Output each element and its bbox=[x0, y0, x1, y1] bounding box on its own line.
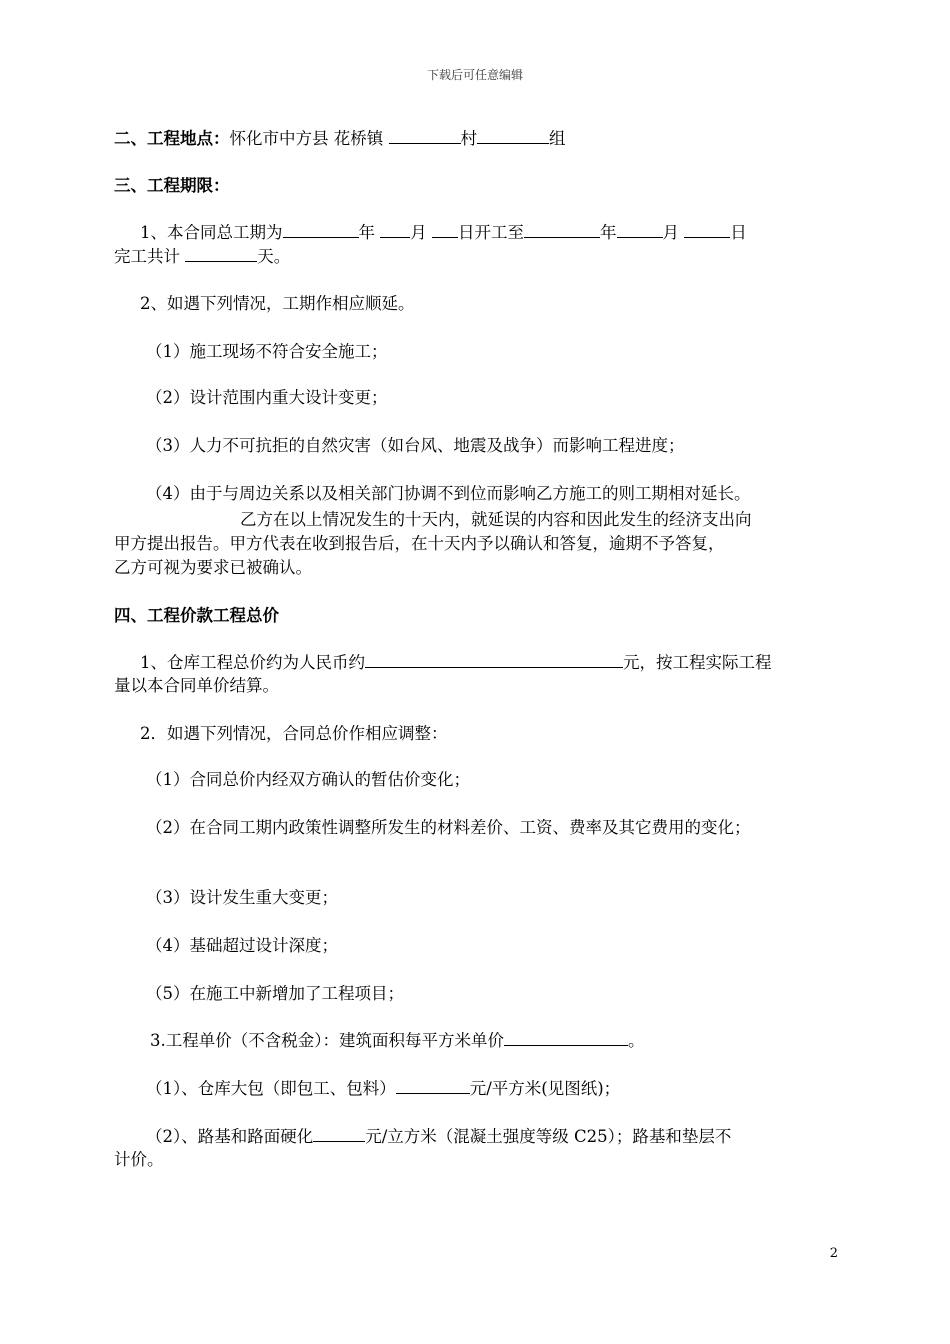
period-item-4: （4）由于与周边关系以及相关部门协调不到位而影响乙方施工的则工期相对延长。 bbox=[146, 484, 751, 503]
price-line-2: 量以本合同单价结算。 bbox=[114, 676, 279, 695]
blank-total-price bbox=[365, 650, 623, 668]
period-item-4-line-2: 乙方在以上情况发生的十天内，就延误的内容和因此发生的经济支出向 bbox=[240, 510, 752, 529]
period-item-4-line-4: 乙方可视为要求已被确认。 bbox=[114, 558, 312, 577]
blank-start-year bbox=[283, 220, 359, 238]
site-location-label: 二、工程地点： bbox=[114, 129, 230, 148]
period-item-2: （2）设计范围内重大设计变更； bbox=[146, 388, 388, 407]
price-para-2: 2．如遇下列情况，合同总价作相应调整： bbox=[140, 724, 448, 743]
unit-price-item-2: （2）、路基和路面硬化 元/立方米（混凝土强度等级 C25）；路基和垫层不 bbox=[114, 1124, 868, 1149]
price-item-5: （5）在施工中新增加了工程项目； bbox=[146, 984, 404, 1003]
blank-unit-price bbox=[504, 1028, 628, 1046]
price-item-4: （4）基础超过设计深度； bbox=[146, 936, 338, 955]
blank-warehouse-price bbox=[396, 1076, 470, 1094]
unit-price-item-2-line-2: 计价。 bbox=[114, 1150, 164, 1169]
page-number: 2 bbox=[829, 1246, 838, 1261]
price-line-1: 1、仓库工程总价约为人民币约 元，按工程实际工程 bbox=[114, 650, 862, 675]
price-item-2: （2）在合同工期内政策性调整所发生的材料差价、工资、费率及其它费用的变化； bbox=[146, 818, 751, 837]
period-item-3: （3）人力不可抗拒的自然灾害（如台风、地震及战争）而影响工程进度； bbox=[146, 436, 685, 455]
blank-end-year bbox=[524, 220, 600, 238]
unit-price-item-1: （1）、仓库大包（即包工、包料） 元/平方米(见图纸)； bbox=[114, 1076, 868, 1101]
unit-price-line: 3.工程单价（不含税金）：建筑面积每平方米单价 。 bbox=[114, 1028, 872, 1053]
blank-group bbox=[477, 126, 549, 144]
blank-start-month bbox=[380, 220, 410, 238]
price-item-1: （1）合同总价内经双方确认的暂估价变化； bbox=[146, 770, 470, 789]
blank-end-day bbox=[684, 220, 730, 238]
period-item-4-line-3: 甲方提出报告。甲方代表在收到报告后，在十天内予以确认和答复，逾期不予答复， bbox=[114, 534, 725, 553]
section-3-title: 三、工程期限： bbox=[114, 176, 230, 195]
blank-road-price bbox=[313, 1124, 365, 1142]
period-para-2: 2、如遇下列情况，工期作相应顺延。 bbox=[140, 294, 415, 313]
blank-end-month bbox=[617, 220, 663, 238]
blank-total-days bbox=[185, 244, 257, 262]
blank-start-day bbox=[432, 220, 458, 238]
period-item-1: （1）施工现场不符合安全施工； bbox=[146, 342, 388, 361]
header-note: 下载后可任意编辑 bbox=[426, 68, 523, 82]
blank-village bbox=[389, 126, 461, 144]
section-4-title: 四、工程价款工程总价 bbox=[114, 606, 279, 625]
price-item-3: （3）设计发生重大变更； bbox=[146, 888, 338, 907]
period-line-1: 1、本合同总工期为 年 月 日开工至 年 月 日 bbox=[114, 220, 862, 245]
period-line-2: 完工共计 天。 bbox=[114, 244, 836, 269]
site-location-line: 二、工程地点：怀化市中方县 花桥镇 村 组 bbox=[114, 126, 836, 151]
